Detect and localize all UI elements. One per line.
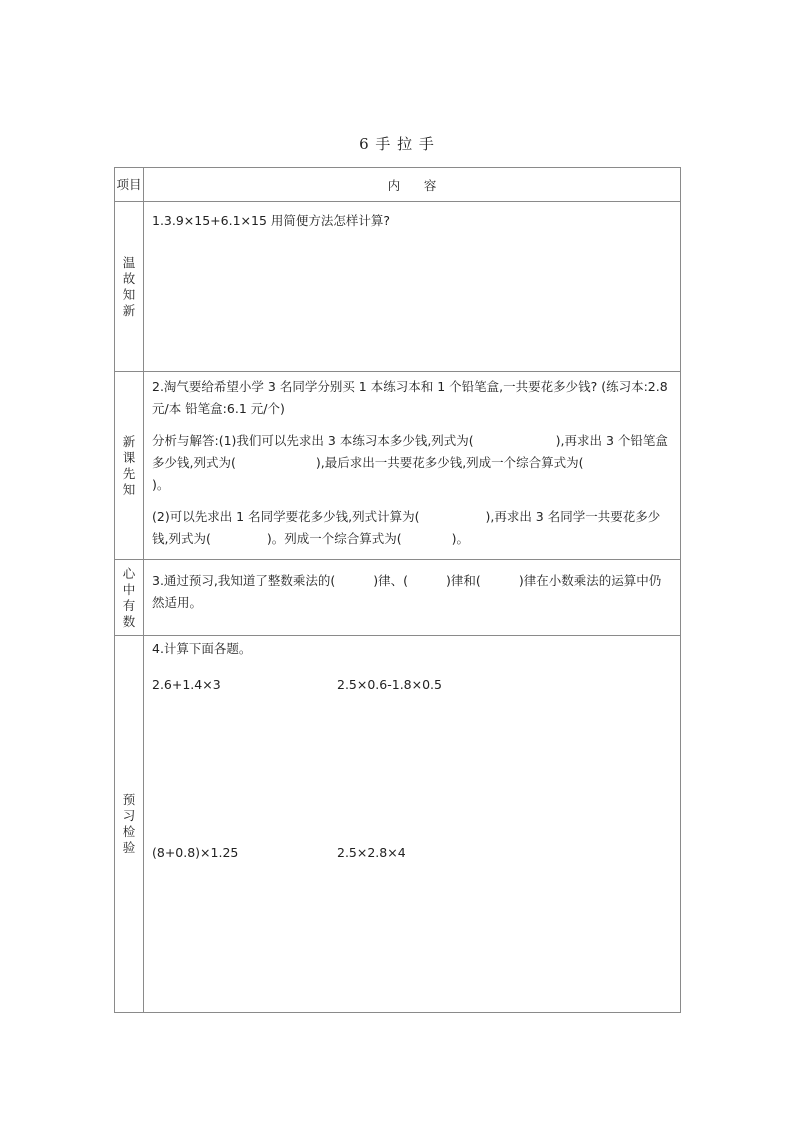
question-4: 4.计算下面各题。 (152, 641, 252, 656)
question-2: 2.淘气要给希望小学 3 名同学分别买 1 本练习本和 1 个铅笔盒,一共要花多少钱? (练习本:2.8 元/本 铅笔盒:6.1 元/个) (152, 379, 668, 416)
question-1: 1.3.9×15+6.1×15 用简便方法怎样计算? (152, 213, 391, 228)
content-review (144, 202, 681, 372)
calc-item: 2.6+1.4×3 (152, 677, 221, 692)
row-new (115, 372, 681, 560)
label-new: 新 课 先 知 (115, 372, 144, 560)
calc-item: 2.5×2.8×4 (337, 845, 406, 860)
label-mind: 心 中 有 数 (115, 560, 144, 636)
answer-part-2: (2)可以先求出 1 名同学要花多少钱,列式计算为( ),再求出 3 名同学一共要花多少钱,列式为( )。列成一个综合算式为( )。 (152, 509, 661, 546)
table-header-row (115, 168, 681, 202)
calc-item: 2.5×0.6-1.8×0.5 (337, 677, 442, 692)
calc-item: (8+0.8)×1.25 (152, 845, 239, 860)
row-review (115, 202, 681, 372)
row-mind (115, 560, 681, 636)
content-new (144, 372, 681, 560)
row-check (115, 636, 681, 1013)
worksheet-table (114, 167, 681, 1013)
header-content: 内 容 (144, 168, 681, 202)
header-item: 项目 (115, 168, 144, 202)
calc-row-2 (152, 842, 672, 864)
calc-row-1 (152, 674, 672, 696)
page-title: 6 手 拉 手 (359, 135, 435, 153)
question-3: 3.通过预习,我知道了整数乘法的( )律、( )律和( )律在小数乘法的运算中仍然适用。 (152, 573, 662, 610)
answer-part-1: 分析与解答:(1)我们可以先求出 3 本练习本多少钱,列式为( ),再求出 3 个铅笔盒多少钱,列式为( ),最后求出一共要花多少钱,列成一个综合算式为()。 (152, 433, 668, 492)
label-review: 温 故 知 新 (115, 202, 144, 372)
label-check: 预 习 检 验 (115, 636, 144, 1013)
content-check (144, 636, 681, 1013)
content-mind (144, 560, 681, 636)
